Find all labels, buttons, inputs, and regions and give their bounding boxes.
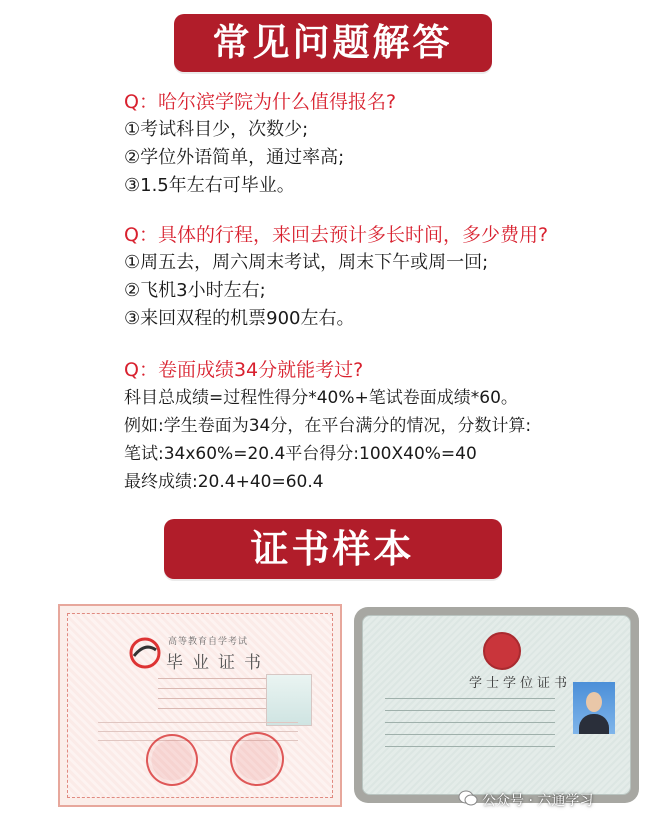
red-seal-icon <box>230 732 284 786</box>
answer-line: ③1.5年左右可毕业。 <box>124 175 295 196</box>
certificate-border <box>362 615 631 795</box>
answer-line: ①考试科目少，次数少; <box>124 119 309 140</box>
answer-line: 笔试:34x60%=20.4平台得分:100X40%=40 <box>124 444 477 464</box>
answer-line: ②飞机3小时左右; <box>124 280 266 301</box>
certificate-fields <box>385 698 555 758</box>
portrait-photo <box>573 682 615 734</box>
question: Q：具体的行程，来回去预计多长时间，多少费用? <box>124 224 549 246</box>
qa-block <box>124 221 644 333</box>
certificate-title: 毕业证书 <box>166 653 270 673</box>
answer-line: ③来回双程的机票900左右。 <box>124 308 355 329</box>
degree-certificate-image <box>354 607 639 803</box>
university-emblem-icon <box>483 632 521 670</box>
red-seal-icon <box>146 734 198 786</box>
faq-banner: 常见问题解答 <box>174 14 492 72</box>
qa-block <box>124 88 644 200</box>
watermark-text: 公众号 · 六通学习 <box>482 793 594 809</box>
certificate-title: 学士学位证书 <box>469 676 572 691</box>
answer-line: ①周五去，周六周末考试，周末下午或周一回; <box>124 252 489 273</box>
graduation-certificate-image <box>58 604 342 807</box>
wechat-icon <box>458 788 478 808</box>
exam-logo-icon <box>128 636 162 670</box>
answer-line: ②学位外语简单，通过率高; <box>124 147 345 168</box>
certificate-org: 高等教育自学考试 <box>168 637 249 647</box>
question: Q：哈尔滨学院为什么值得报名? <box>124 91 397 113</box>
answer-line: 最终成绩:20.4+40=60.4 <box>124 472 324 492</box>
photo-placeholder <box>266 674 312 726</box>
certificate-sample-banner: 证书样本 <box>164 519 502 579</box>
answer-line: 科目总成绩=过程性得分*40%+笔试卷面成绩*60。 <box>124 388 518 408</box>
qa-block <box>124 356 644 496</box>
question: Q：卷面成绩34分就能考过? <box>124 359 364 381</box>
certificate-border <box>67 613 333 798</box>
answer-line: 例如:学生卷面为34分，在平台满分的情况，分数计算: <box>124 416 532 436</box>
